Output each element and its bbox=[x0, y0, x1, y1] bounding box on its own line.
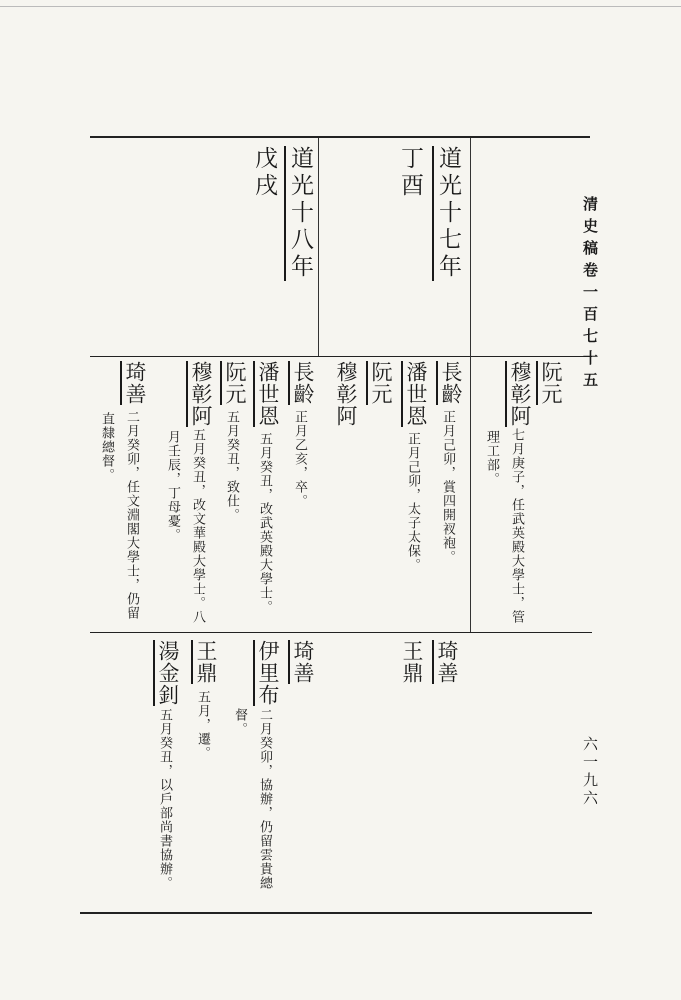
gs17-name-chang-ling: 長齡 bbox=[439, 361, 463, 405]
year-ganzhi-17: 丁酉 bbox=[397, 146, 423, 200]
as17-name-qi-shan: 琦善 bbox=[435, 640, 459, 684]
page-top-edge bbox=[0, 6, 681, 7]
as18-name-yi-libu: 伊里布 bbox=[256, 640, 280, 706]
gs18-name-mu-zhanga: 穆彰阿 bbox=[189, 361, 213, 427]
year-ganzhi-18: 戊戌 bbox=[251, 146, 277, 200]
page-number: 六一九六 bbox=[581, 736, 599, 808]
year-title-17: 道光十七年 bbox=[435, 146, 461, 281]
gs18-note-qi-shan: 二月癸卯，任文淵閣大學士，仍留 bbox=[124, 410, 139, 620]
gs18-note-qi-shan-cont: 直隸總督。 bbox=[99, 412, 114, 482]
table-bottom-rule bbox=[80, 912, 592, 914]
gs17-note-mu-zhanga-cont: 理工部。 bbox=[484, 430, 499, 486]
gs17-name-pan-shien: 潘世恩 bbox=[404, 361, 428, 427]
gs18-note-mu-zhanga-cont: 月壬辰，丁母憂。 bbox=[165, 430, 180, 542]
row-divider-1 bbox=[90, 356, 592, 357]
as18-note-tang-jinzhao: 五月癸丑，以戶部尚書協辦。 bbox=[157, 708, 172, 890]
gs18-name-qi-shan: 琦善 bbox=[123, 361, 147, 405]
gs17-name-ruan-yuan: 阮元 bbox=[539, 361, 563, 405]
volume-title: 清史稿卷一百七十五 bbox=[581, 196, 599, 394]
gs18-name-chang-ling: 長齡 bbox=[291, 361, 315, 405]
row-divider-2 bbox=[90, 632, 592, 633]
gs18-note-chang-ling: 正月乙亥，卒。 bbox=[292, 410, 307, 508]
year-divider-top bbox=[318, 138, 319, 356]
year-divider-right bbox=[470, 138, 471, 632]
gs17-name-ruan-yuan-2: 阮元 bbox=[369, 361, 393, 405]
as18-name-qi-shan: 琦善 bbox=[291, 640, 315, 684]
gs18-note-ruan-yuan: 五月癸丑，致仕。 bbox=[224, 410, 239, 522]
gs17-name-mu-zhanga: 穆彰阿 bbox=[508, 361, 532, 427]
gs17-note-chang-ling: 正月己卯，賞四開衩袍。 bbox=[440, 410, 455, 564]
year-title-18: 道光十八年 bbox=[287, 146, 313, 281]
table-top-rule bbox=[90, 136, 590, 138]
gs17-name-mu-zhanga-2: 穆彰阿 bbox=[334, 361, 358, 427]
as18-note-wang-ding: 五月，遷。 bbox=[195, 690, 210, 760]
as18-name-wang-ding: 王鼎 bbox=[194, 640, 218, 684]
as18-name-tang-jinzhao: 湯金釗 bbox=[156, 640, 180, 706]
as17-name-wang-ding: 王鼎 bbox=[400, 640, 424, 684]
as18-note-yi-libu-cont: 督。 bbox=[232, 708, 247, 736]
as18-note-yi-libu: 二月癸卯，協辦，仍留雲貴總 bbox=[257, 708, 272, 890]
gs18-note-pan-shien: 五月癸丑，改武英殿大學士。 bbox=[257, 432, 272, 614]
gs17-note-pan-shien: 正月己卯，太子太保。 bbox=[405, 432, 420, 572]
gs18-name-pan-shien: 潘世恩 bbox=[256, 361, 280, 427]
gs18-name-ruan-yuan: 阮元 bbox=[223, 361, 247, 405]
gs18-note-mu-zhanga: 五月癸丑，改文華殿大學士。八 bbox=[190, 428, 205, 624]
gs17-note-mu-zhanga: 七月庚子，任武英殿大學士，管 bbox=[509, 428, 524, 624]
